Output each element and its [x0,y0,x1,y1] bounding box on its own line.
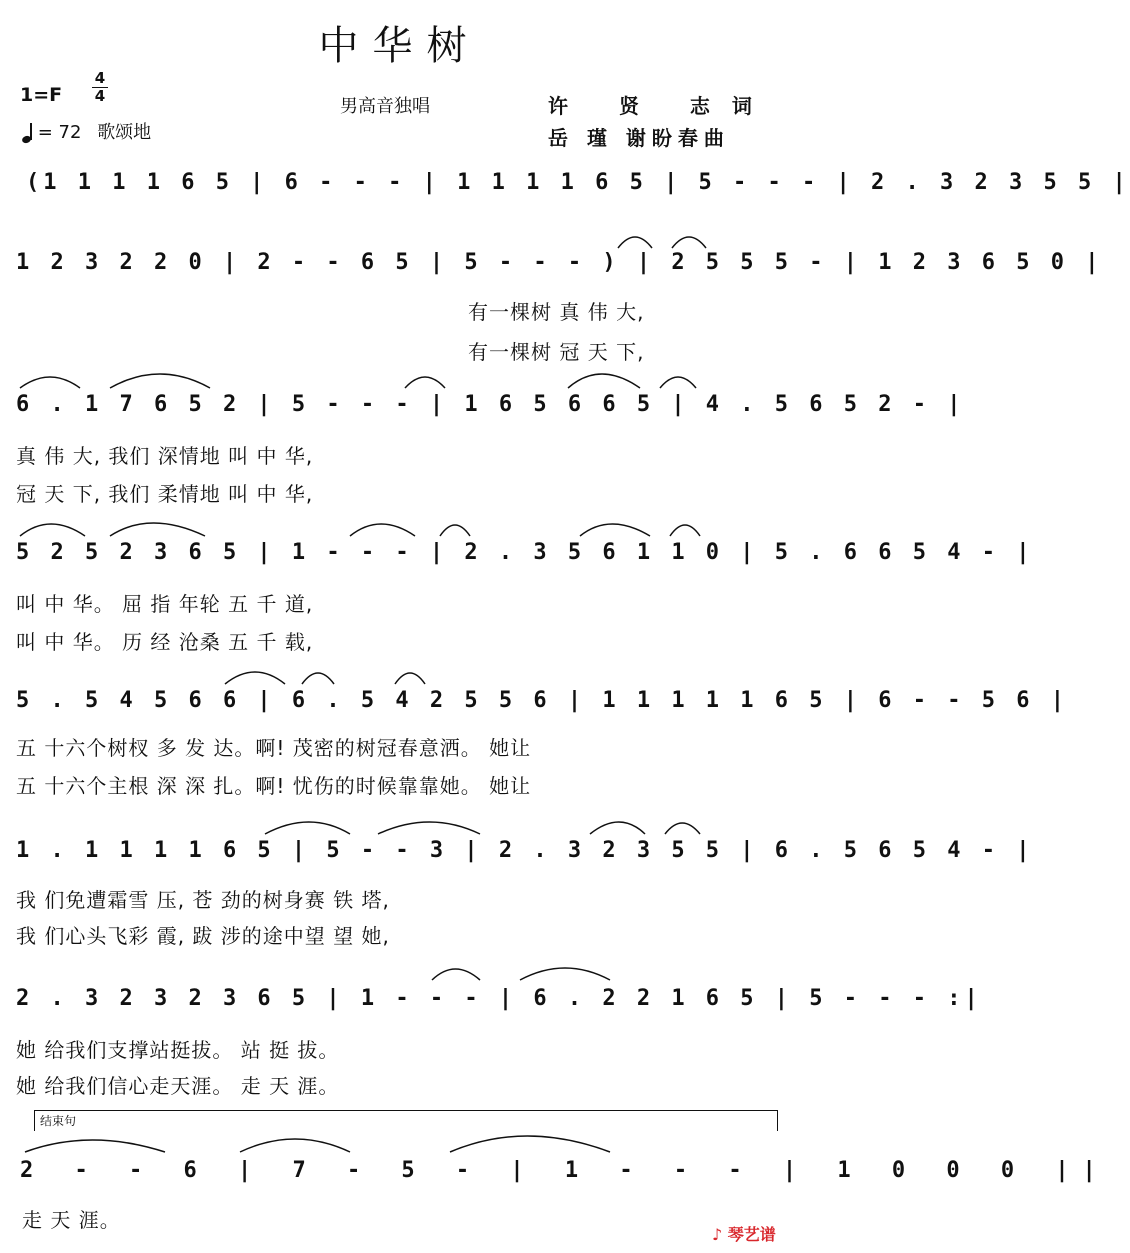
slur [265,822,350,834]
slur [378,822,480,834]
lyric-line: 我 们免遭霜雪 压, 苍 劲的树身赛 铁 塔, [16,888,390,912]
slur [302,673,334,684]
slur [440,525,470,536]
ending-lyric-line: 走 天 涯。 [22,1208,121,1232]
slur [580,524,650,536]
slur [20,524,85,536]
notation-row: 1 . 1 1 1 1 6 5 | 5 - - 3 | 2 . 3 2 3 5 5 | 6 . 5 6 5 4 - | [16,838,1034,863]
slur [672,237,706,248]
lyric-line: 真 伟 大, 我们 深情地 叫 中 华, [16,444,314,468]
slur [110,523,205,536]
slur [350,524,415,536]
notation-row: 5 2 5 2 3 6 5 | 1 - - - | 2 . 3 5 6 1 1 0 | 5 . 6 6 5 4 - | [16,540,1034,565]
slur [660,377,696,388]
lyric-line: 有一棵树 真 伟 大, [468,300,645,324]
lyricist-credit: 许 贤 志词 [548,94,774,118]
slur [670,525,700,536]
lyric-line: 冠 天 下, 我们 柔情地 叫 中 华, [16,482,314,506]
slur [110,374,210,388]
song-title: 中华树 [318,23,481,69]
watermark-icon: ♪ [712,1225,723,1244]
watermark-text: 琴艺谱 [727,1225,776,1244]
slur [25,1140,165,1152]
slur [225,672,285,684]
composer-credit: 岳 瑾 谢盼春曲 [548,126,730,150]
lyric-line: 五 十六个树杈 多 发 达。啊! 茂密的树冠春意洒。 她让 [16,736,532,760]
slur [395,673,425,684]
slur [450,1136,610,1152]
slur [432,969,480,980]
notation-row: 6 . 1 7 6 5 2 | 5 - - - | 1 6 5 6 6 5 | 4 . 5 6 5 2 - | [16,392,965,417]
slur [590,822,645,834]
slur [520,968,610,980]
lyric-line: 叫 中 华。 历 经 沧桑 五 千 载, [16,630,314,654]
lyric-line: 我 们心头飞彩 霞, 跋 涉的途中望 望 她, [16,924,390,948]
tempo-value: = 72 [37,122,82,143]
lyric-line: 叫 中 华。 屈 指 年轮 五 千 道, [16,592,314,616]
lyric-line: 她 给我们信心走天涯。 走 天 涯。 [16,1074,340,1098]
notation-row: 2 . 3 2 3 2 3 6 5 | 1 - - - | 6 . 2 2 1 6 5 | 5 - - - :| [16,986,982,1011]
time-signature-bottom: 4 [94,87,106,105]
slur [405,377,445,388]
lyric-line: 有一棵树 冠 天 下, [468,340,645,364]
lyric-line: 五 十六个主根 深 深 扎。啊! 忧伤的时候靠靠她。 她让 [16,774,532,798]
key-signature: 1=F [20,84,63,106]
notation-row: (1 1 1 1 6 5 | 6 - - - | 1 1 1 1 6 5 | 5 - - - | 2 . 3 2 3 5 5 | [26,170,1130,195]
ending-label: 结束句 [40,1114,77,1128]
slur [20,377,80,388]
slur [618,237,652,248]
slur [240,1139,350,1152]
slur [665,823,700,834]
lyric-line: 她 给我们支撑站挺拔。 站 挺 拔。 [16,1038,340,1062]
time-signature-top: 4 [94,69,106,87]
expression-marking: 歌颂地 [97,122,152,143]
notation-row: 1 2 3 2 2 0 | 2 - - 6 5 | 5 - - - ) | 2 5 5 5 - | 1 2 3 6 5 0 | [16,250,1103,275]
notation-row: 2 - - 6 | 7 - 5 - | 1 - - - | 1 0 0 0 || [20,1158,1110,1183]
performer-label: 男高音独唱 [340,96,430,117]
notation-row: 5 . 5 4 5 6 6 | 6 . 5 4 2 5 5 6 | 1 1 1 1 1 6 5 | 6 - - 5 6 | [16,688,1068,713]
slur [568,374,640,388]
